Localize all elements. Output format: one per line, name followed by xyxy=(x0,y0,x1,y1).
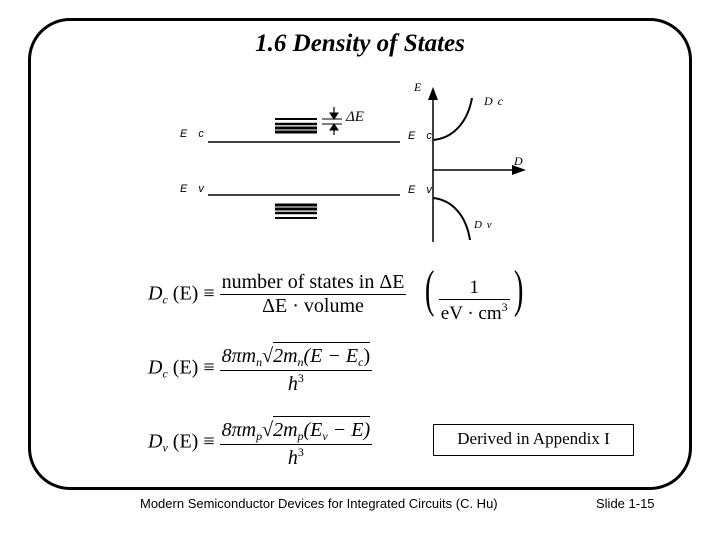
eq3-num-pre: 8πm xyxy=(221,419,257,441)
eq2-lhs-sub: c xyxy=(162,366,168,381)
footer-source: Modern Semiconductor Devices for Integrated Circuits (C. Hu) xyxy=(140,496,498,511)
conduction-levels xyxy=(275,119,317,132)
eq3-sqrt-close: − E) xyxy=(327,419,371,441)
eq2-sqrt-pre-sub: n xyxy=(297,355,304,369)
eq2-lhs: D xyxy=(148,356,163,379)
eq2-sqrt-in-sub: c xyxy=(358,355,364,369)
eq2-lhs-arg: (E) ≡ xyxy=(172,356,215,379)
eq1-lhs-arg: (E) ≡ xyxy=(172,282,215,305)
ec-axis-label: E c xyxy=(408,130,436,142)
eq1-numerator: number of states in ΔE xyxy=(221,271,405,294)
eq1-lhs: D xyxy=(148,282,163,305)
eq3-num-pre-sub: p xyxy=(256,429,263,443)
eq1-unit-numerator: 1 xyxy=(469,277,479,299)
eq3-sqrt-in: (E xyxy=(303,419,323,441)
equation-dv-formula xyxy=(148,416,372,470)
d-axis-label: D xyxy=(514,154,523,168)
appendix-note: Derived in Appendix I xyxy=(433,424,634,456)
eq2-den-sup: 3 xyxy=(297,371,304,385)
footer-slide-number: Slide 1-15 xyxy=(596,496,655,511)
slide-title: 1.6 Density of States xyxy=(255,30,465,57)
eq3-lhs: D xyxy=(148,430,163,453)
eq1-lhs-sub: c xyxy=(162,292,168,307)
eq1-unit-denominator: eV · cm xyxy=(440,303,502,325)
eq2-fraction: $\frac{8\pi m_n√2m_n(E - E_c)}{h^3}$ xyxy=(220,342,373,396)
equation-dc-formula xyxy=(148,342,372,396)
valence-levels xyxy=(275,205,317,218)
eq3-lhs-arg: (E) ≡ xyxy=(172,430,215,453)
dv-label: D v xyxy=(474,219,493,231)
eq3-den-sup: 3 xyxy=(297,445,304,459)
ec-label: E c xyxy=(180,128,208,140)
delta-e-marker xyxy=(322,107,342,135)
eq1-denominator: ΔE · volume xyxy=(220,294,407,318)
eq2-den: h xyxy=(287,373,298,395)
eq3-fraction: $\frac{8\pi m_p√2m_p(E_v - E)}{h^3}$ xyxy=(220,416,373,470)
eq2-num-pre: 8πm xyxy=(221,345,257,367)
delta-e-label: ΔE xyxy=(346,109,364,125)
eq3-sqrt-in-sub: v xyxy=(322,429,328,443)
eq3-lhs-sub: v xyxy=(162,440,168,455)
equation-dc-definition xyxy=(148,261,527,325)
eq2-sqrt-pre: 2m xyxy=(273,345,298,367)
eq2-sqrt-close: ) xyxy=(363,345,371,367)
eq2-sqrt-in: (E − E xyxy=(303,345,359,367)
ev-label: E v xyxy=(180,183,208,195)
dc-curve xyxy=(433,98,472,140)
dc-label: D c xyxy=(484,94,504,108)
eq3-den: h xyxy=(287,447,298,469)
eq1-unit-den-sup: 3 xyxy=(501,300,508,315)
eq3-sqrt-pre: 2m xyxy=(273,419,298,441)
dv-curve xyxy=(433,198,470,240)
eq1-unit: ( $\frac{1}{eV \cdot cm^3}$ ) xyxy=(425,261,524,325)
eq2-num-pre-sub: n xyxy=(256,355,263,369)
e-axis-arrow xyxy=(428,87,438,100)
e-axis-label: E xyxy=(414,80,422,94)
ev-axis-label: E v xyxy=(408,184,436,196)
eq3-sqrt-pre-sub: p xyxy=(297,429,304,443)
eq1-fraction xyxy=(220,271,407,318)
